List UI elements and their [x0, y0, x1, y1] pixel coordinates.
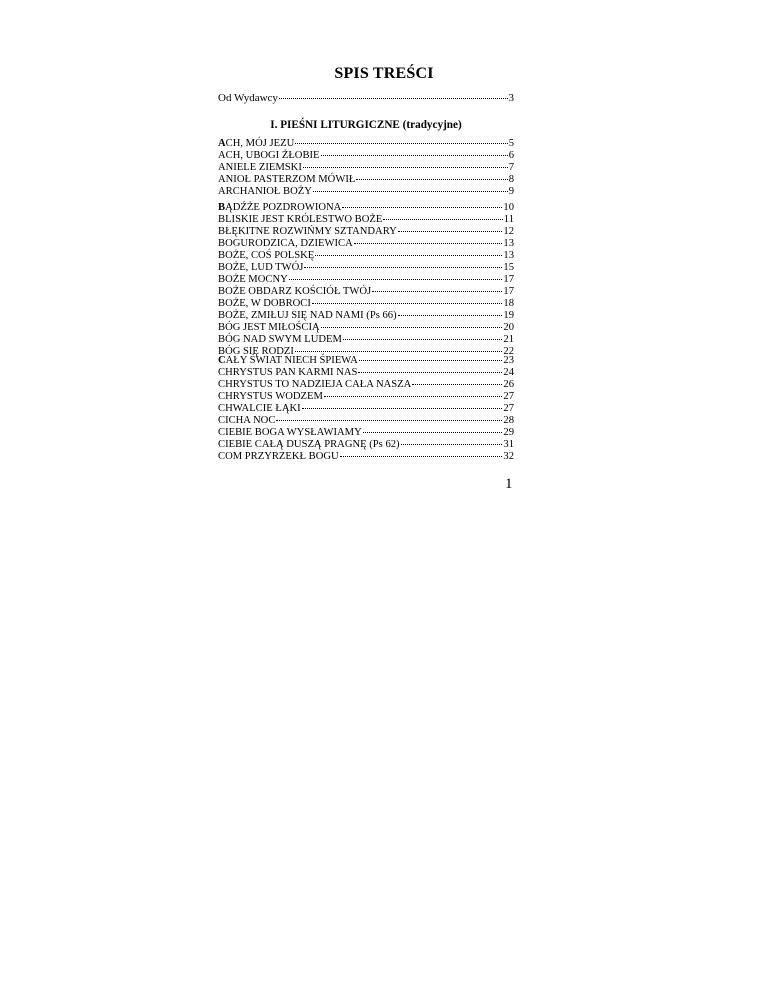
toc-entry-title: ĄDŹŻE POZDROWIONA: [225, 202, 342, 213]
toc-entry: [218, 186, 514, 198]
toc-entry: [218, 322, 514, 334]
toc-entry-page: 26: [503, 379, 514, 390]
toc-entry-title: CHRYSTUS PAN KARMI NAS: [218, 367, 358, 378]
toc-entry-label: [218, 138, 294, 150]
toc-entry-title: CHRYSTUS TO NADZIEJA CAŁA NASZA: [218, 379, 412, 390]
toc-entry-label: [218, 310, 397, 322]
leader-dots: [354, 243, 503, 244]
leader-dots: [359, 360, 503, 361]
toc-entry-title: BOGURODZICA, DZIEWICA: [218, 238, 353, 249]
toc-entry-label: Od Wydawcy: [218, 92, 278, 104]
toc-entry: [218, 334, 514, 346]
toc-entry: [218, 391, 514, 403]
toc-entry-label: [218, 286, 371, 298]
toc-group-c: [218, 355, 514, 463]
leader-dots: [324, 396, 503, 397]
toc-entry-page: 5: [508, 138, 514, 149]
toc-entry: [218, 439, 514, 451]
toc-entry: [218, 138, 514, 150]
toc-entry-label: [218, 379, 411, 391]
toc-entry-label: [218, 451, 339, 463]
toc-entry-label: [218, 322, 320, 334]
leader-dots: [401, 444, 503, 445]
toc-entry-title: BÓG NAD SWYM LUDEM: [218, 334, 342, 345]
leader-dots: [342, 207, 502, 208]
leader-dots: [321, 327, 503, 328]
toc-entry: [218, 286, 514, 298]
toc-entry-label: [218, 274, 288, 286]
toc-entry-label: [218, 298, 311, 310]
toc-entry: [218, 174, 514, 186]
leader-dots: [340, 456, 503, 457]
leader-dots: [279, 98, 508, 99]
toc-entry-page: 28: [503, 415, 514, 426]
toc-entry: [218, 92, 514, 104]
toc-entry: [218, 226, 514, 238]
toc-entry-title: BLISKIE JEST KRÓLESTWO BOŻE: [218, 214, 383, 225]
toc-entry-label: [218, 391, 323, 403]
toc-entry-label: [218, 334, 342, 346]
leader-dots: [321, 155, 508, 156]
toc-entry-title: CIEBIE CAŁĄ DUSZĄ PRAGNĘ (Ps 62): [218, 439, 400, 450]
toc-entry-label: [218, 226, 397, 238]
toc-entry-page: 17: [503, 286, 514, 297]
toc-entry: [218, 238, 514, 250]
toc-entry-title: BOŻE MOCNY: [218, 274, 288, 285]
toc-entry-page: 17: [503, 274, 514, 285]
toc-entry: [218, 355, 514, 367]
toc-entry: [218, 451, 514, 463]
toc-entry-label: [218, 250, 314, 262]
leader-dots: [383, 219, 503, 220]
leader-dots: [302, 408, 503, 409]
leader-dots: [312, 303, 503, 304]
toc-entry-initial: A: [218, 138, 226, 149]
leader-dots: [398, 315, 503, 316]
page-number: 1: [505, 476, 513, 492]
leader-dots: [398, 231, 503, 232]
toc-entry: [218, 150, 514, 162]
leader-dots: [276, 420, 502, 421]
toc-entry-page: 32: [503, 451, 514, 462]
toc-entry-page: 12: [503, 226, 514, 237]
toc-entry-page: 13: [503, 238, 514, 249]
toc-entry-title: ACH, UBOGI ŻŁOBIE: [218, 150, 320, 161]
toc-entry-title: CHWALCIE ŁĄKI: [218, 403, 301, 414]
toc-entry-label: [218, 355, 358, 367]
leader-dots: [358, 372, 502, 373]
toc-entry-title: BOŻE, W DOBROCI: [218, 298, 311, 309]
preface-entry: [218, 92, 514, 104]
toc-group-b: [218, 202, 514, 358]
toc-entry-title: BŁĘKITNE ROZWIŃMY SZTANDARY: [218, 226, 397, 237]
toc-entry-title: BOŻE, COŚ POLSKĘ: [218, 250, 315, 261]
toc-entry-title: CIEBIE BOGA WYSŁAWIAMY: [218, 427, 362, 438]
toc-entry-label: [218, 214, 382, 226]
leader-dots: [356, 179, 507, 180]
toc-entry-title: CICHA NOC: [218, 415, 276, 426]
toc-entry-label: [218, 202, 341, 214]
toc-entry-initial: B: [218, 202, 226, 213]
toc-entry-page: 13: [503, 250, 514, 261]
toc-entry-title: COM PRZYRZEKŁ BOGU: [218, 451, 339, 462]
toc-entry-page: 8: [508, 174, 514, 185]
toc-entry-label: [218, 238, 353, 250]
toc-entry-label: [218, 174, 355, 186]
toc-entry-title: BÓG SIĘ RODZI: [218, 346, 294, 357]
toc-entry-label: [218, 427, 362, 439]
toc-entry-page: 18: [503, 298, 514, 309]
toc-entry-title: ANIELE ZIEMSKI: [218, 162, 302, 173]
leader-dots: [313, 191, 508, 192]
toc-entry-title: BOŻE, ZMIŁUJ SIĘ NAD NAMI (Ps 66): [218, 310, 397, 321]
toc-entry-title: ANIOŁ PASTERZOM MÓWIŁ: [218, 174, 356, 185]
toc-entry-page: 27: [503, 403, 514, 414]
toc-entry-label: [218, 186, 312, 198]
toc-entry-title: BOŻE OBDARZ KOŚCIÓŁ TWÓJ: [218, 286, 372, 297]
toc-entry-label: [218, 162, 302, 174]
leader-dots: [343, 339, 503, 340]
toc-group-a: [218, 138, 514, 198]
leader-dots: [363, 432, 503, 433]
toc-entry-page: 20: [503, 322, 514, 333]
toc-entry-title: BOŻE, LUD TWÓJ: [218, 262, 304, 273]
toc-entry-page: 11: [503, 214, 514, 225]
toc-entry-page: 3: [508, 92, 514, 104]
toc-entry-page: 9: [508, 186, 514, 197]
toc-entry: [218, 367, 514, 379]
toc-entry: [218, 298, 514, 310]
toc-entry: [218, 162, 514, 174]
toc-entry-label: [218, 439, 400, 451]
toc-entry-label: [218, 262, 303, 274]
toc-entry: [218, 403, 514, 415]
toc-entry-page: 29: [503, 427, 514, 438]
toc-entry-title: ARCHANIOŁ BOŻY: [218, 186, 312, 197]
toc-entry-label: [218, 367, 357, 379]
toc-entry-page: 19: [503, 310, 514, 321]
leader-dots: [304, 267, 502, 268]
toc-entry: [218, 427, 514, 439]
toc-entry: [218, 214, 514, 226]
toc-entry-page: 6: [508, 150, 514, 161]
toc-entry: [218, 274, 514, 286]
toc-entry-initial: C: [218, 355, 226, 366]
toc-entry-page: 27: [503, 391, 514, 402]
toc-entry-label: [218, 415, 275, 427]
toc-entry-page: 24: [503, 367, 514, 378]
leader-dots: [372, 291, 502, 292]
leader-dots: [412, 384, 502, 385]
toc-entry-page: 10: [503, 202, 514, 213]
toc-entry-label: [218, 150, 320, 162]
leader-dots: [295, 143, 507, 144]
toc-entry-title: BÓG JEST MIŁOŚCIĄ: [218, 322, 320, 333]
toc-entry: [218, 310, 514, 322]
toc-entry-title: CH, MÓJ JEZU: [225, 138, 295, 149]
toc-entry-page: 21: [503, 334, 514, 345]
leader-dots: [303, 167, 508, 168]
toc-entry: [218, 415, 514, 427]
toc-entry-label: [218, 403, 301, 415]
toc-entry-page: 7: [508, 162, 514, 173]
toc-entry: [218, 379, 514, 391]
toc-entry-page: 22: [503, 346, 514, 357]
section-heading: I. PIEŚNI LITURGICZNE (tradycyjne): [270, 119, 462, 131]
toc-entry-title: AŁY ŚWIAT NIECH ŚPIEWA: [225, 355, 358, 366]
toc-entry: [218, 202, 514, 214]
leader-dots: [295, 351, 502, 352]
toc-entry-page: 31: [503, 439, 514, 450]
toc-entry-page: 23: [503, 355, 514, 366]
page-title: SPIS TREŚCI: [334, 65, 434, 82]
leader-dots: [289, 279, 503, 280]
leader-dots: [315, 255, 502, 256]
toc-entry-page: 15: [503, 262, 514, 273]
toc-entry: [218, 262, 514, 274]
toc-entry: [218, 250, 514, 262]
toc-entry-title: CHRYSTUS WODZEM: [218, 391, 323, 402]
